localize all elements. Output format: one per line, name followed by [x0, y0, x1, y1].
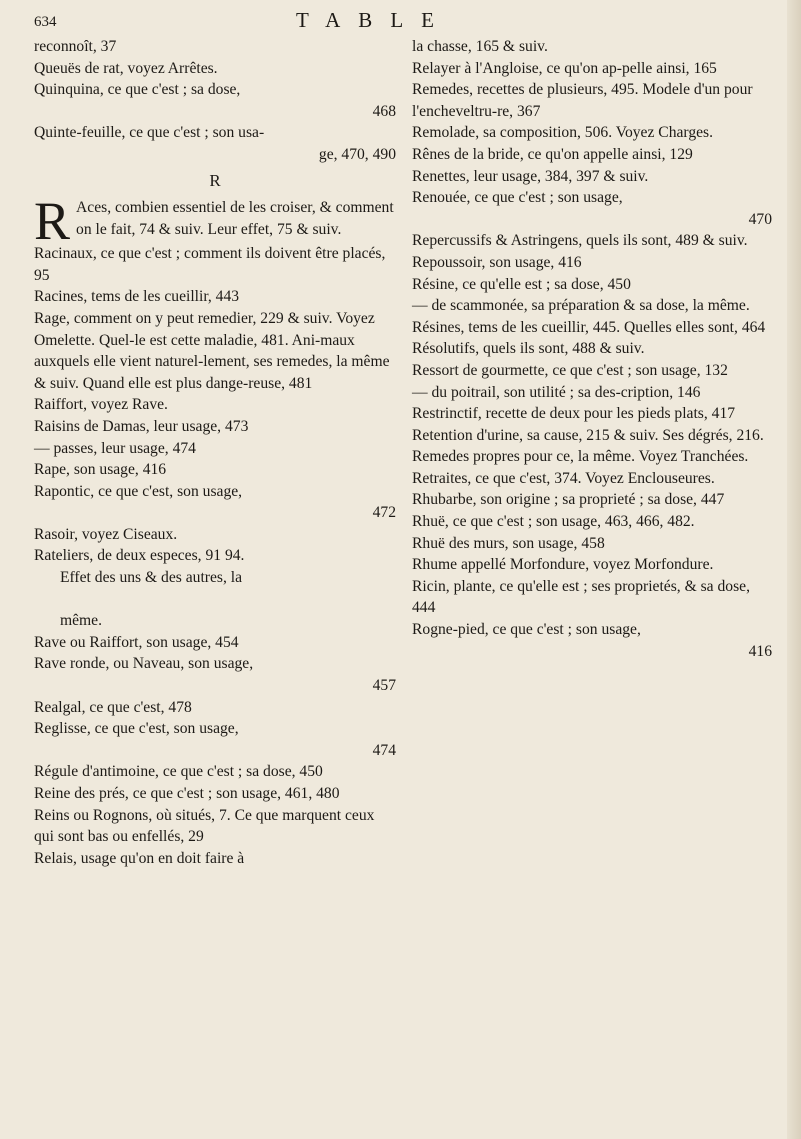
- index-entry: [34, 459, 396, 481]
- entry-text: Aces, combien essentiel de les croiser, & comment on le fait, 74 & suiv. Leur effet, 75 & suiv.: [76, 199, 394, 238]
- entry-text: Effet des uns & des autres, la: [60, 569, 243, 587]
- entry-text: Rhubarbe, son origine ; sa proprieté ; sa dose, 447: [412, 491, 725, 509]
- index-entry: [412, 360, 772, 382]
- drop-cap: R: [34, 191, 71, 252]
- index-entry: [412, 554, 772, 576]
- index-entry: [412, 511, 772, 533]
- index-entry: [412, 252, 772, 274]
- entry-text: 470: [748, 210, 772, 228]
- entry-text: Reglisse, ce que c'est, son usage,: [34, 720, 239, 738]
- entry-text: Racinaux, ce que c'est ; comment ils doivent être placés, 95: [34, 245, 386, 284]
- index-entry: [34, 653, 396, 696]
- index-entry: [412, 187, 772, 230]
- entry-text: Rogne-pied, ce que c'est ; son usage,: [412, 621, 641, 639]
- entry-text: Racines, tems de les cueillir, 443: [34, 288, 240, 306]
- entry-text: Remedes, recettes de plusieurs, 495. Modele d'un pour l'encheveltru-re, 367: [412, 81, 753, 120]
- entry-text: Retention d'urine, sa cause, 215 & suiv. Ses dégrés, 216. Remedes propres pour ce, la même. Voyez Tranchées.: [412, 426, 764, 466]
- page-number: 634: [34, 14, 57, 30]
- entry-text: Rave ronde, ou Naveau, son usage,: [34, 655, 254, 673]
- entry-text: Résolutifs, quels ils sont, 488 & suiv.: [412, 340, 645, 358]
- index-entry: [412, 468, 772, 490]
- index-entry: [412, 576, 772, 619]
- index-entry: [412, 533, 772, 555]
- entry-text: Résines, tems de les cueillir, 445. Quelles elles sont, 464: [412, 318, 766, 336]
- index-entry: [34, 58, 396, 80]
- index-entry: [412, 36, 772, 58]
- index-entry: [412, 122, 772, 144]
- entry-text: Raisins de Damas, leur usage, 473: [34, 417, 249, 435]
- entry-text: Relayer à l'Angloise, ce qu'on ap-pelle ainsi, 165: [412, 59, 717, 77]
- left-column: [34, 36, 396, 869]
- entry-text: Rhuë, ce que c'est ; son usage, 463, 466, 482.: [412, 513, 695, 531]
- entry-text: reconnoît, 37: [34, 38, 117, 55]
- index-entry: [34, 308, 396, 394]
- index-entry: [412, 619, 772, 662]
- index-entry: [412, 317, 772, 339]
- entry-text: 468: [372, 102, 396, 120]
- entry-text: Renettes, leur usage, 384, 397 & suiv.: [412, 167, 649, 185]
- entry-text: 457: [372, 677, 396, 695]
- entry-text: Reine des prés, ce que c'est ; son usage, 461, 480: [34, 785, 340, 802]
- running-title: TABLE: [296, 8, 452, 32]
- entry-text: Rapontic, ce que c'est, son usage,: [34, 482, 243, 500]
- entry-text: 416: [748, 642, 772, 660]
- index-entry: [412, 425, 772, 468]
- index-entry: [412, 489, 772, 511]
- entry-text: Quinquina, ce que c'est ; sa dose,: [34, 81, 241, 99]
- index-entry: [34, 416, 396, 438]
- index-entry: [34, 761, 396, 783]
- index-entry: [34, 438, 396, 460]
- entry-text: 474: [372, 741, 396, 759]
- entry-text: Raiffort, voyez Rave.: [34, 396, 168, 414]
- entry-text: Rhume appellé Morfondure, voyez Morfondure.: [412, 556, 714, 574]
- index-entry: [34, 632, 396, 654]
- entry-text: — passes, leur usage, 474: [34, 439, 196, 457]
- letter-heading: R: [209, 170, 221, 190]
- index-entry: [412, 274, 772, 296]
- index-entry: [34, 79, 396, 122]
- index-entry: [34, 697, 396, 719]
- index-entry: [412, 144, 772, 166]
- index-entry: [34, 243, 396, 286]
- index-entry: [412, 403, 772, 425]
- entry-text: Ressort de gourmette, ce que c'est ; son usage, 132: [412, 361, 728, 379]
- index-entry: [34, 718, 396, 761]
- index-entry: [34, 545, 396, 631]
- entry-text: Rateliers, de deux especes, 91 94.: [34, 547, 245, 565]
- index-entry: [34, 783, 396, 805]
- entry-text: même.: [60, 612, 102, 630]
- index-entry: [34, 286, 396, 308]
- entry-text: Remolade, sa composition, 506. Voyez Charges.: [412, 124, 714, 142]
- index-entry: [34, 394, 396, 416]
- index-entry: [34, 36, 396, 58]
- entry-text: Ricin, plante, ce qu'elle est ; ses proprietés, & sa dose, 444: [412, 577, 750, 617]
- entry-text: Retraites, ce que c'est, 374. Voyez Enclouseures.: [412, 469, 715, 487]
- entry-text: la chasse, 165 & suiv.: [412, 38, 548, 55]
- entry-text: Rage, comment on y peut remedier, 229 & suiv. Voyez Omelette. Quel-le est cette maladie, 481. Ani-maux auxquels elle vient naturel-lement, ses remedes, la même & suiv. Quand elle est plus dange-reuse, 481: [34, 309, 390, 392]
- index-entry: [412, 338, 772, 360]
- entry-text: Queuës de rat, voyez Arrêtes.: [34, 59, 218, 77]
- index-entry: [412, 79, 772, 122]
- entry-text: Renouée, ce que c'est ; son usage,: [412, 189, 623, 207]
- entry-text: Régule d'antimoine, ce que c'est ; sa dose, 450: [34, 763, 323, 781]
- index-entry: [34, 805, 396, 848]
- running-head: [34, 8, 761, 38]
- entry-text: Rhuë des murs, son usage, 458: [412, 534, 605, 552]
- entry-text: Repercussifs & Astringens, quels ils sont, 489 & suiv.: [412, 232, 748, 250]
- entry-text: Restrinctif, recette de deux pour les pieds plats, 417: [412, 405, 736, 423]
- index-entry: [412, 58, 772, 80]
- index-entry: [34, 848, 396, 870]
- index-entry: [412, 230, 772, 252]
- index-entry: [34, 122, 396, 165]
- entry-text: Relais, usage qu'on en doit faire à: [34, 849, 245, 867]
- entry-text: Rênes de la bride, ce qu'on appelle ainsi, 129: [412, 145, 693, 163]
- entry-text: Rasoir, voyez Ciseaux.: [34, 525, 178, 543]
- page-gutter-shadow: [787, 0, 801, 1139]
- entry-text: 472: [372, 504, 396, 522]
- entry-text: Reins ou Rognons, où situés, 7. Ce que marquent ceux qui sont bas ou enfellés, 29: [34, 806, 375, 846]
- right-column: [412, 36, 772, 662]
- index-entry: [34, 524, 396, 546]
- entry-text: ge, 470, 490: [318, 145, 396, 163]
- entry-text: Quinte-feuille, ce que c'est ; son usa-: [34, 124, 265, 142]
- entry-text: — de scammonée, sa préparation & sa dose, la même.: [412, 297, 750, 315]
- index-entry: [34, 481, 396, 524]
- index-entry: [412, 382, 772, 404]
- entry-text: Rape, son usage, 416: [34, 461, 167, 479]
- entry-text: — du poitrail, son utilité ; sa des-cription, 146: [412, 383, 701, 401]
- entry-text: Realgal, ce que c'est, 478: [34, 698, 192, 716]
- entry-text: Résine, ce qu'elle est ; sa dose, 450: [412, 275, 631, 293]
- index-entry: [34, 191, 396, 252]
- entry-text: Rave ou Raiffort, son usage, 454: [34, 633, 239, 651]
- index-entry: [412, 295, 772, 317]
- entry-text: Repoussoir, son usage, 416: [412, 253, 582, 271]
- index-entry: [412, 166, 772, 188]
